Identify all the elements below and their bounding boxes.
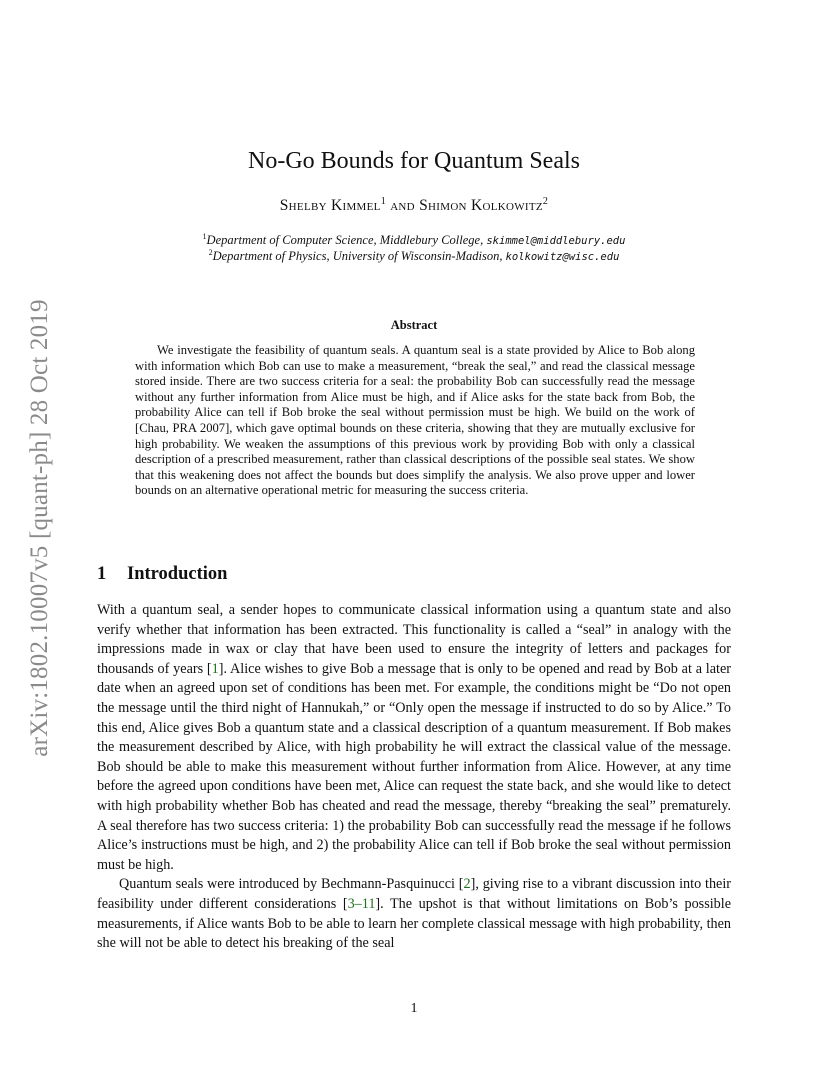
abstract-text: We investigate the feasibility of quantum seals. A quantum seal is a state provided by Alice to Bob along with information which Bob can use to make a measurement, “break the seal,” and read the classical message stored inside. There are two success criteria for a seal: the probability Bob can successfully read the message without any further information from Alice must be high, and if Alice asks for the state back from Bob, the probability Alice can tell if Bob broke the seal without permission must be high. We build on the work of [Chau, PRA 2007], which gave optimal bounds on these criteria, showing that they are mutually exclusive for high probability. We weaken the assumptions of this previous work by providing Bob with only a classical description of a prescribed measurement, rather than classical descriptions of the possible seal states. We show that this weakening does not affect the bounds but does simplify the analysis. We also prove upper and lower bounds on an alternative operational metric for measuring the success criteria. bbox=[135, 343, 695, 498]
affiliation-2-email: kolkowitz@wisc.edu bbox=[505, 251, 620, 264]
affiliation-1-text: Department of Computer Science, Middlebury College, bbox=[206, 233, 487, 248]
paragraph-2-text-c: ]. The upshot is that without limitations on Bob’s possible measurements, if Alice wants Bob to be able to learn her complete classical message with high probability, then she will not be able to detect his breaking of the seal bbox=[97, 895, 731, 952]
author-2-affil-mark: 2 bbox=[542, 196, 549, 207]
paper-title: No-Go Bounds for Quantum Seals bbox=[248, 148, 580, 174]
body-text bbox=[97, 601, 731, 954]
arxiv-stamp-text: arXiv:1802.10007v5 [quant-ph] 28 Oct 2019 bbox=[26, 299, 53, 757]
page-number: 1 bbox=[410, 1001, 418, 1016]
citation-link[interactable]: 3–11 bbox=[347, 895, 376, 912]
paragraph-2 bbox=[97, 875, 731, 953]
paragraph-2-text-b: ], giving rise to a vibrant discussion into their feasibility under different considerations [ bbox=[97, 876, 731, 912]
author-line bbox=[0, 196, 828, 215]
affiliation-2-text: Department of Physics, University of Wisconsin-Madison, bbox=[212, 249, 506, 264]
abstract-heading: Abstract bbox=[390, 318, 438, 332]
author-1-affil-mark: 1 bbox=[380, 196, 386, 207]
affiliation-1-email: skimmel@middlebury.edu bbox=[486, 235, 626, 248]
affiliation-1 bbox=[0, 232, 828, 248]
author-conjunction: and bbox=[390, 197, 415, 215]
paragraph-1 bbox=[97, 601, 731, 875]
citation-link[interactable]: 2 bbox=[463, 876, 471, 893]
affiliation-2-mark: 2 bbox=[208, 248, 213, 257]
section-title: Introduction bbox=[127, 564, 228, 584]
abstract-body bbox=[135, 343, 695, 499]
arxiv-stamp bbox=[20, 278, 60, 778]
citation-link[interactable]: 1 bbox=[211, 660, 219, 677]
affiliation-2 bbox=[0, 248, 828, 264]
section-heading bbox=[97, 564, 227, 585]
paragraph-1-text-b: ]. Alice wishes to give Bob a message that is only to be opened and read by Bob at a later date when an agreed upon set of conditions has been met. For example, the conditions might be “Do not open the message until the third night of Hannukah,” or “Only open the message if instructed to do so by Alice.” To this end, Alice gives Bob a quantum state and a classical description of a quantum measurement. If Bob makes the measurement described by Alice, with high probability he will extract the classical value of the message. Bob should be able to make this measurement without further information from Alice. However, at any time before the agreed upon conditions have been met, Alice can request the state back, and she would like to detect with high probability whether Bob has cheated and read the message, thereby “breaking the seal” prematurely. A seal therefore has two success criteria: 1) the probability Bob can successfully read the message if he follows Alice’s instructions must be high, and 2) the probability Alice can tell if Bob broke the seal without permission must be high. bbox=[97, 660, 731, 873]
paragraph-1-text-a: With a quantum seal, a sender hopes to communicate classical information using a quantum state and also verify whether that information has been extracted. This functionality is called a “seal” in analogy with the impressions made in wax or clay that have been used to ensure the integrity of letters and packages for thousands of years [ bbox=[97, 602, 731, 677]
author-2: Shimon Kolkowitz bbox=[419, 197, 543, 215]
paragraph-2-text-a: Quantum seals were introduced by Bechmann-Pasquinucci [ bbox=[119, 876, 464, 893]
affiliation-1-mark: 1 bbox=[202, 232, 207, 241]
author-1: Shelby Kimmel bbox=[279, 197, 381, 215]
section-number: 1 bbox=[97, 564, 107, 584]
